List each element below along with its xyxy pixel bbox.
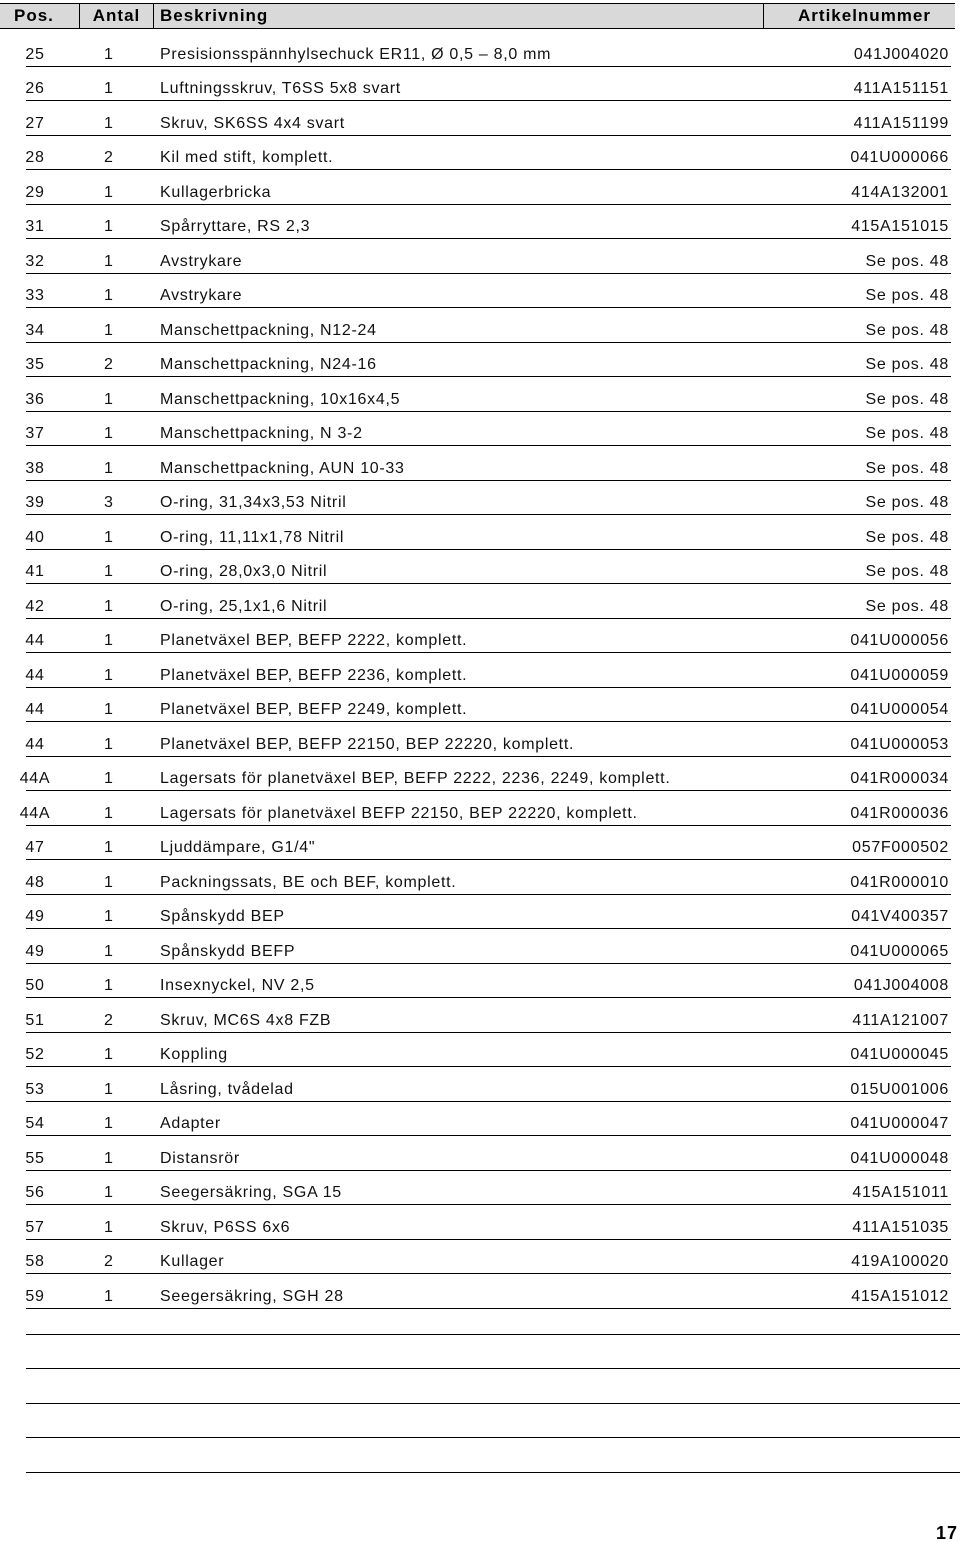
row-artikelnummer: 041R000034 — [850, 770, 949, 787]
row-antal: 1 — [104, 1184, 114, 1201]
row-pos: 49 — [25, 908, 45, 925]
table-row — [26, 964, 951, 999]
row-artikelnummer: 041V400357 — [851, 908, 949, 925]
row-antal: 1 — [104, 321, 114, 339]
row-antal: 1 — [104, 632, 114, 649]
empty-table-rows — [26, 1300, 960, 1473]
row-artikelnummer: 041U000047 — [850, 1115, 949, 1132]
row-artikelnummer: 041U000045 — [850, 1046, 949, 1063]
row-beskrivning: Kullager — [160, 1253, 225, 1270]
row-pos: 40 — [25, 528, 45, 546]
row-beskrivning: Kil med stift, komplett. — [160, 149, 334, 166]
row-antal: 1 — [104, 735, 114, 753]
table-row — [26, 1240, 951, 1275]
row-artikelnummer: Se pos. 48 — [865, 459, 949, 477]
header-artikelnummer: Artikelnummer — [764, 4, 955, 28]
row-beskrivning: Skruv, MC6S 4x8 FZB — [160, 1011, 332, 1029]
table-row — [26, 619, 951, 654]
parts-table-header — [0, 3, 955, 29]
row-antal: 1 — [104, 459, 114, 477]
empty-row — [26, 1404, 960, 1439]
table-row — [19, 791, 951, 826]
row-beskrivning: Manschettpackning, N 3-2 — [160, 425, 363, 442]
row-pos: 55 — [25, 1149, 45, 1167]
row-antal: 2 — [104, 356, 114, 373]
row-beskrivning: Lagersats för planetväxel BEFP 22150, BEP 22220, komplett. — [160, 804, 638, 822]
row-beskrivning: Planetväxel BEP, BEFP 22150, BEP 22220, komplett. — [160, 735, 575, 753]
row-beskrivning: Seegersäkring, SGA 15 — [160, 1184, 342, 1201]
row-antal: 1 — [104, 666, 114, 684]
row-antal: 1 — [104, 977, 114, 994]
row-artikelnummer: 041U000056 — [850, 632, 949, 649]
table-row — [19, 757, 951, 792]
row-beskrivning: Manschettpackning, N24-16 — [160, 356, 377, 373]
row-antal: 1 — [104, 1218, 114, 1236]
row-beskrivning: Insexnyckel, NV 2,5 — [160, 977, 315, 994]
table-row — [26, 895, 951, 930]
row-artikelnummer: Se pos. 48 — [865, 356, 949, 373]
row-artikelnummer: Se pos. 48 — [865, 390, 949, 408]
row-beskrivning: Spånskydd BEFP — [160, 942, 296, 960]
row-antal: 1 — [104, 252, 114, 270]
row-pos: 44 — [25, 701, 45, 718]
row-artikelnummer: 415A151015 — [851, 218, 949, 235]
row-artikelnummer: Se pos. 48 — [865, 425, 949, 442]
row-antal: 1 — [104, 114, 114, 132]
row-beskrivning: O-ring, 25,1x1,6 Nitril — [160, 597, 328, 615]
row-beskrivning: Adapter — [160, 1115, 221, 1132]
table-row — [26, 826, 951, 861]
table-row — [26, 1033, 951, 1068]
page-number: 17 — [935, 1523, 958, 1543]
table-row — [26, 32, 951, 67]
table-row — [26, 446, 951, 481]
row-beskrivning: Manschettpackning, N12-24 — [160, 321, 377, 339]
table-row — [26, 343, 951, 378]
row-artikelnummer: 041J004008 — [853, 977, 949, 994]
row-artikelnummer: Se pos. 48 — [865, 252, 949, 270]
row-pos: 35 — [25, 356, 45, 373]
row-antal: 1 — [104, 908, 114, 925]
row-artikelnummer: 041J004020 — [853, 45, 949, 63]
table-row — [26, 1102, 951, 1137]
row-artikelnummer: 041U000054 — [850, 701, 949, 718]
row-beskrivning: Manschettpackning, 10x16x4,5 — [160, 390, 401, 408]
row-pos: 27 — [25, 114, 45, 132]
row-pos: 44A — [19, 804, 51, 822]
row-beskrivning: Låsring, tvådelad — [160, 1080, 294, 1098]
row-pos: 57 — [25, 1218, 45, 1236]
row-pos: 36 — [25, 390, 45, 408]
row-antal: 1 — [104, 287, 114, 304]
table-row — [26, 308, 951, 343]
row-pos: 51 — [25, 1011, 45, 1029]
row-antal: 1 — [104, 528, 114, 546]
row-pos: 58 — [25, 1253, 45, 1270]
table-row — [26, 1171, 951, 1206]
table-row — [26, 377, 951, 412]
row-pos: 38 — [25, 459, 45, 477]
row-antal: 1 — [104, 1115, 114, 1132]
row-antal: 1 — [104, 1046, 114, 1063]
row-antal: 1 — [104, 770, 114, 787]
row-artikelnummer: 057F000502 — [852, 839, 949, 856]
row-artikelnummer: 414A132001 — [851, 183, 949, 201]
row-pos: 48 — [25, 873, 45, 891]
row-antal: 1 — [104, 563, 114, 580]
table-row — [26, 205, 951, 240]
row-artikelnummer: Se pos. 48 — [865, 563, 949, 580]
row-antal: 1 — [104, 1287, 114, 1305]
header-antal: Antal — [80, 4, 154, 28]
row-pos: 29 — [25, 183, 45, 201]
row-artikelnummer: Se pos. 48 — [865, 494, 949, 511]
table-row — [26, 998, 951, 1033]
row-artikelnummer: Se pos. 48 — [865, 597, 949, 615]
row-antal: 1 — [104, 701, 114, 718]
row-artikelnummer: 041R000036 — [850, 804, 949, 822]
row-pos: 34 — [25, 321, 45, 339]
table-row — [26, 67, 951, 102]
row-beskrivning: Distansrör — [160, 1149, 240, 1167]
empty-row — [26, 1300, 960, 1335]
row-pos: 59 — [25, 1287, 45, 1305]
row-pos: 44 — [25, 632, 45, 649]
table-row — [26, 170, 951, 205]
row-pos: 42 — [25, 597, 45, 615]
row-antal: 1 — [104, 390, 114, 408]
row-pos: 54 — [25, 1115, 45, 1132]
row-pos: 52 — [25, 1046, 45, 1063]
row-pos: 28 — [25, 149, 45, 166]
row-artikelnummer: 415A151011 — [852, 1184, 949, 1201]
row-pos: 50 — [25, 977, 45, 994]
row-pos: 53 — [25, 1080, 45, 1098]
table-row — [26, 239, 951, 274]
row-beskrivning: Manschettpackning, AUN 10-33 — [160, 459, 405, 477]
row-beskrivning: Skruv, SK6SS 4x4 svart — [160, 114, 345, 132]
table-row — [26, 1136, 951, 1171]
table-row — [26, 1067, 951, 1102]
table-row — [26, 550, 951, 585]
row-artikelnummer: 419A100020 — [851, 1253, 949, 1270]
row-artikelnummer: 041U000065 — [850, 942, 949, 960]
row-beskrivning: Planetväxel BEP, BEFP 2236, komplett. — [160, 666, 468, 684]
row-pos: 33 — [25, 287, 45, 304]
row-antal: 1 — [104, 1080, 114, 1098]
table-row — [26, 412, 951, 447]
row-antal: 1 — [104, 183, 114, 201]
row-artikelnummer: 041U000066 — [850, 149, 949, 166]
row-antal: 1 — [104, 873, 114, 891]
parts-table-body — [0, 32, 955, 1309]
row-beskrivning: Koppling — [160, 1046, 228, 1063]
row-artikelnummer: 411A151199 — [853, 114, 949, 132]
row-antal: 1 — [104, 942, 114, 960]
row-antal: 2 — [104, 149, 114, 166]
row-beskrivning: Presisionsspännhylsechuck ER11, Ø 0,5 – 8,0 mm — [160, 45, 552, 63]
row-artikelnummer: 415A151012 — [851, 1287, 949, 1305]
row-artikelnummer: 411A151151 — [853, 80, 949, 97]
row-pos: 44 — [25, 735, 45, 753]
empty-row — [26, 1335, 960, 1370]
row-beskrivning: O-ring, 31,34x3,53 Nitril — [160, 494, 347, 511]
row-beskrivning: Planetväxel BEP, BEFP 2249, komplett. — [160, 701, 468, 718]
table-row — [26, 860, 951, 895]
row-artikelnummer: 041U000053 — [850, 735, 949, 753]
row-beskrivning: Spårryttare, RS 2,3 — [160, 218, 311, 235]
row-pos: 31 — [25, 218, 45, 235]
table-row — [26, 929, 951, 964]
row-artikelnummer: Se pos. 48 — [865, 321, 949, 339]
row-artikelnummer: 411A151035 — [852, 1218, 949, 1236]
empty-row — [26, 1438, 960, 1473]
row-beskrivning: Luftningsskruv, T6SS 5x8 svart — [160, 80, 401, 97]
table-row — [26, 1205, 951, 1240]
table-row — [26, 584, 951, 619]
row-antal: 1 — [104, 45, 114, 63]
row-pos: 37 — [25, 425, 45, 442]
row-pos: 25 — [25, 45, 45, 63]
row-antal: 1 — [104, 80, 114, 97]
row-beskrivning: Spånskydd BEP — [160, 908, 285, 925]
row-antal: 1 — [104, 1149, 114, 1167]
row-beskrivning: Kullagerbricka — [160, 183, 272, 201]
table-row — [26, 274, 951, 309]
row-pos: 47 — [25, 839, 45, 856]
row-antal: 1 — [104, 597, 114, 615]
row-pos: 32 — [25, 252, 45, 270]
row-pos: 41 — [25, 563, 45, 580]
row-artikelnummer: 041U000048 — [850, 1149, 949, 1167]
row-beskrivning: O-ring, 11,11x1,78 Nitril — [160, 528, 345, 546]
row-beskrivning: O-ring, 28,0x3,0 Nitril — [160, 563, 328, 580]
table-row — [26, 688, 951, 723]
header-pos: Pos. — [0, 4, 80, 28]
table-row — [26, 481, 951, 516]
row-artikelnummer: 015U001006 — [850, 1080, 949, 1098]
table-row — [26, 653, 951, 688]
empty-row — [26, 1369, 960, 1404]
row-pos: 39 — [25, 494, 45, 511]
row-beskrivning: Seegersäkring, SGH 28 — [160, 1287, 344, 1305]
row-antal: 1 — [104, 839, 114, 856]
row-antal: 2 — [104, 1011, 114, 1029]
table-row — [26, 515, 951, 550]
row-antal: 1 — [104, 218, 114, 235]
row-pos: 44A — [19, 770, 51, 787]
row-artikelnummer: 041R000010 — [850, 873, 949, 891]
row-artikelnummer: 411A121007 — [852, 1011, 949, 1029]
row-beskrivning: Skruv, P6SS 6x6 — [160, 1218, 291, 1236]
row-antal: 2 — [104, 1253, 114, 1270]
row-artikelnummer: Se pos. 48 — [865, 528, 949, 546]
row-beskrivning: Lagersats för planetväxel BEP, BEFP 2222, 2236, 2249, komplett. — [160, 770, 671, 787]
row-beskrivning: Avstrykare — [160, 287, 243, 304]
row-pos: 26 — [25, 80, 45, 97]
row-pos: 44 — [25, 666, 45, 684]
row-artikelnummer: Se pos. 48 — [865, 287, 949, 304]
row-beskrivning: Avstrykare — [160, 252, 243, 270]
row-antal: 3 — [104, 494, 114, 511]
row-beskrivning: Planetväxel BEP, BEFP 2222, komplett. — [160, 632, 468, 649]
table-row — [26, 101, 951, 136]
table-row — [26, 136, 951, 171]
row-antal: 1 — [104, 804, 114, 822]
row-antal: 1 — [104, 425, 114, 442]
row-beskrivning: Packningssats, BE och BEF, komplett. — [160, 873, 457, 891]
row-artikelnummer: 041U000059 — [850, 666, 949, 684]
table-row — [26, 722, 951, 757]
row-pos: 49 — [25, 942, 45, 960]
row-beskrivning: Ljuddämpare, G1/4" — [160, 839, 316, 856]
header-beskrivning: Beskrivning — [154, 4, 764, 28]
row-pos: 56 — [25, 1184, 45, 1201]
